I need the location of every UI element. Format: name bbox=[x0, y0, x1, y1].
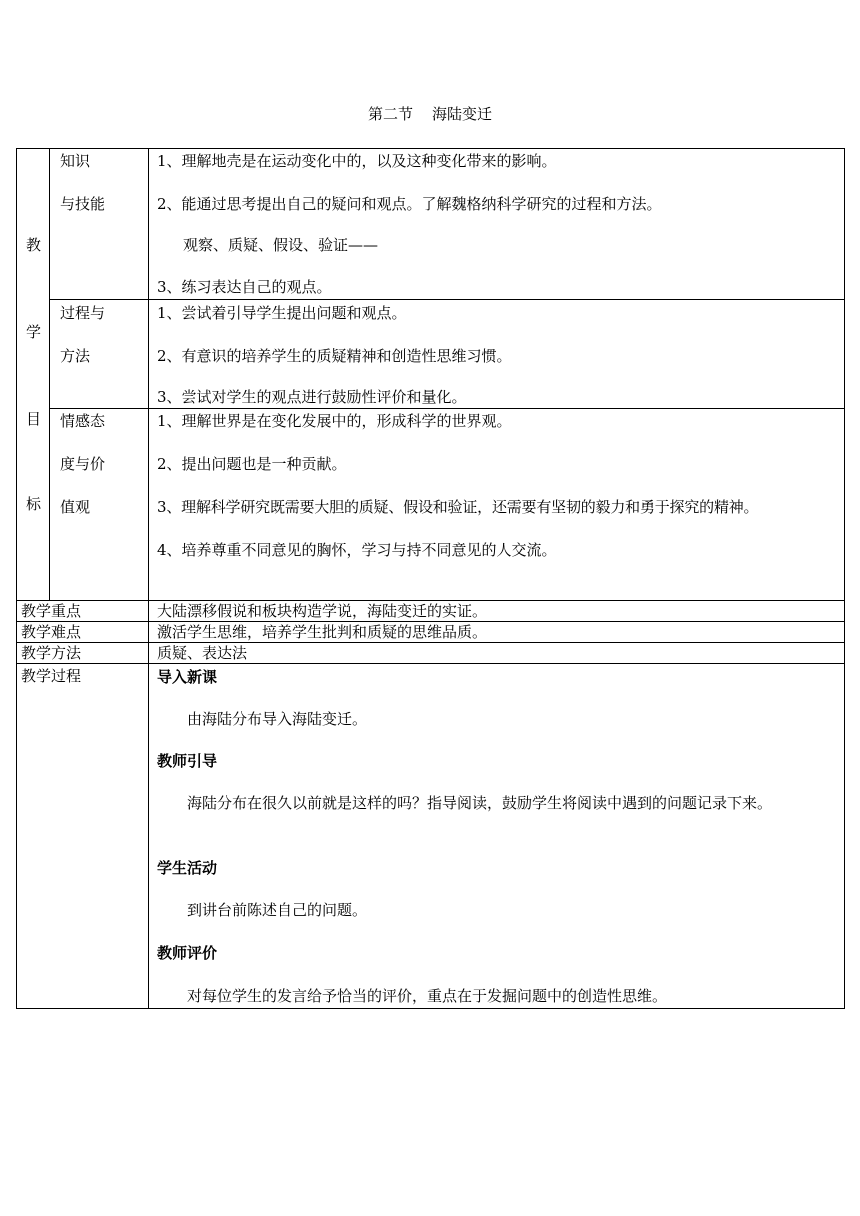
knowledge-content-cell bbox=[149, 149, 845, 300]
objective-knowledge-row bbox=[17, 149, 845, 300]
process-content-cell bbox=[149, 299, 845, 408]
methods-label bbox=[17, 643, 149, 664]
emotion-item-3: 3、理解科学研究既需要大胆的质疑、假设和验证，还需要有坚韧的毅力和勇于探究的精神。 bbox=[157, 498, 759, 517]
teaching-process-label-text: 教学过程 bbox=[21, 667, 82, 685]
process-text-2: 海陆分布在很久以前就是这样的吗？指导阅读，鼓励学生将阅读中遇到的问题记录下来。 bbox=[187, 794, 773, 812]
emotion-label-cell bbox=[50, 409, 149, 601]
emotion-content-cell bbox=[149, 409, 845, 601]
teaching-process-label bbox=[17, 664, 149, 1009]
key-points-label-text: 教学重点 bbox=[21, 602, 82, 620]
process-text-3: 到讲台前陈述自己的问题。 bbox=[187, 901, 368, 919]
difficulties-value-cell bbox=[149, 622, 845, 643]
teaching-process-content-cell bbox=[149, 664, 845, 1009]
difficulties-row bbox=[17, 622, 845, 643]
emotion-label-line-3: 值观 bbox=[60, 498, 91, 517]
objective-emotion-row bbox=[17, 409, 845, 601]
side-char-2: 学 bbox=[25, 323, 41, 341]
knowledge-item-3: 观察、质疑、假设、验证—— bbox=[183, 236, 379, 254]
teaching-process-row bbox=[17, 664, 845, 1009]
process-text-4: 对每位学生的发言给予恰当的评价，重点在于发掘问题中的创造性思维。 bbox=[187, 987, 668, 1005]
objective-process-row bbox=[17, 299, 845, 408]
key-points-label bbox=[17, 601, 149, 622]
key-points-value: 大陆漂移假说和板块构造学说，海陆变迁的实证。 bbox=[157, 602, 488, 620]
emotion-item-1: 1、理解世界是在变化发展中的，形成科学的世界观。 bbox=[157, 412, 512, 431]
lesson-plan-table bbox=[16, 148, 845, 1009]
key-points-row bbox=[17, 601, 845, 622]
emotion-label-line-2: 度与价 bbox=[60, 455, 106, 474]
knowledge-label-line-1: 知识 bbox=[60, 152, 91, 170]
knowledge-label-cell bbox=[50, 149, 149, 300]
process-label-line-2: 方法 bbox=[60, 346, 91, 365]
methods-value: 质疑、表达法 bbox=[157, 644, 248, 662]
knowledge-item-4: 3、练习表达自己的观点。 bbox=[157, 278, 332, 296]
process-heading-1: 导入新课 bbox=[157, 668, 218, 686]
methods-label-text: 教学方法 bbox=[21, 644, 82, 662]
key-points-value-cell bbox=[149, 601, 845, 622]
process-item-1: 1、尝试着引导学生提出问题和观点。 bbox=[157, 303, 407, 322]
process-heading-4: 教师评价 bbox=[157, 944, 218, 962]
side-char-1: 教 bbox=[25, 236, 41, 254]
emotion-label-line-1: 情感态 bbox=[60, 412, 106, 431]
difficulties-value: 激活学生思维，培养学生批判和质疑的思维品质。 bbox=[157, 623, 488, 641]
process-label-line-1: 过程与 bbox=[60, 303, 106, 322]
side-char-3: 目 bbox=[25, 410, 41, 428]
knowledge-item-1: 1、理解地壳是在运动变化中的，以及这种变化带来的影响。 bbox=[157, 152, 557, 170]
difficulties-label bbox=[17, 622, 149, 643]
difficulties-label-text: 教学难点 bbox=[21, 623, 82, 641]
process-label-cell bbox=[50, 299, 149, 408]
side-char-4: 标 bbox=[25, 495, 41, 513]
methods-row bbox=[17, 643, 845, 664]
process-heading-3: 学生活动 bbox=[157, 859, 218, 877]
knowledge-item-2: 2、能通过思考提出自己的疑问和观点。了解魏格纳科学研究的过程和方法。 bbox=[157, 195, 662, 213]
process-heading-2: 教师引导 bbox=[157, 752, 218, 770]
process-item-3: 3、尝试对学生的观点进行鼓励性评价和量化。 bbox=[157, 387, 467, 406]
process-item-2: 2、有意识的培养学生的质疑精神和创造性思维习惯。 bbox=[157, 346, 512, 365]
emotion-item-4: 4、培养尊重不同意见的胸怀，学习与持不同意见的人交流。 bbox=[157, 541, 557, 560]
process-text-1: 由海陆分布导入海陆变迁。 bbox=[187, 710, 368, 728]
knowledge-label-line-2: 与技能 bbox=[60, 195, 106, 213]
objectives-side-label bbox=[17, 149, 50, 601]
page-title: 第二节 海陆变迁 bbox=[367, 105, 493, 123]
methods-value-cell bbox=[149, 643, 845, 664]
emotion-item-2: 2、提出问题也是一种贡献。 bbox=[157, 455, 347, 474]
